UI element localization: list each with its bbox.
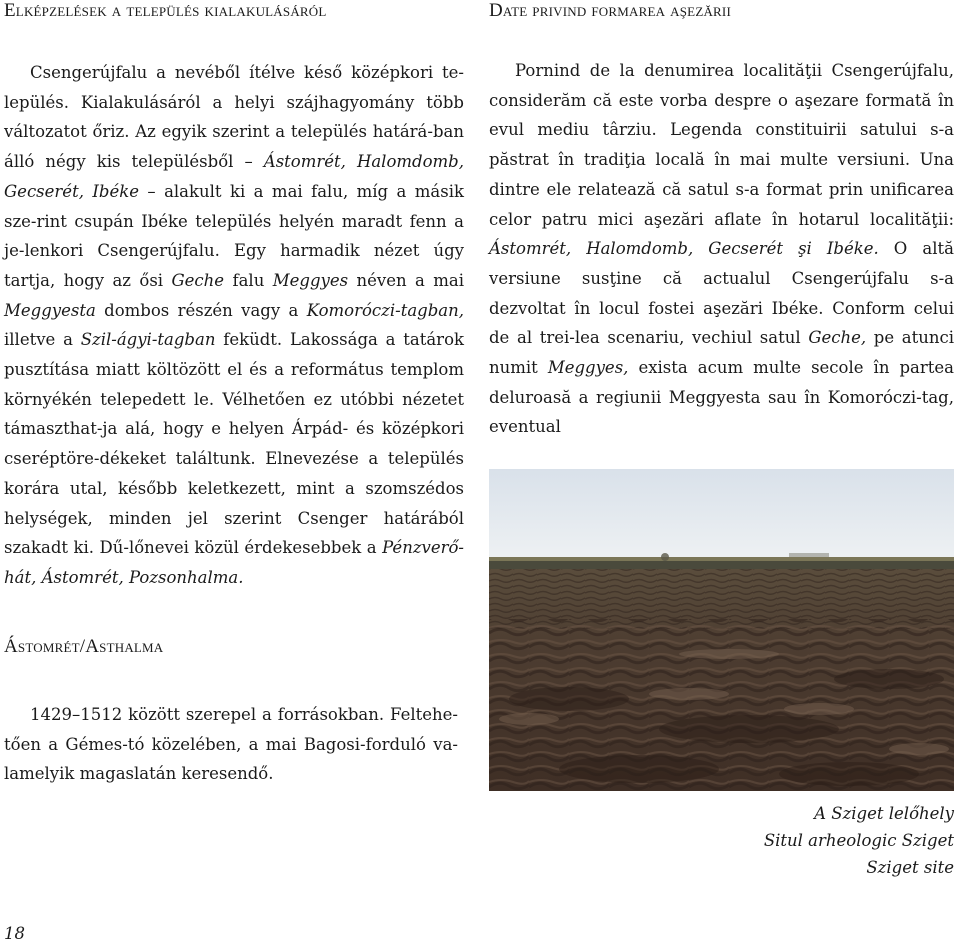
hu-szilagyi: Szil-ágyi-tagban: [80, 330, 216, 350]
hu-meggyes: Meggyes: [272, 270, 349, 290]
astomret-heading: Ástomrét/Asthalma: [4, 636, 164, 657]
caption-romanian: Situl arheologic Sziget: [763, 831, 954, 850]
hu-dulo-names: Pénzverő-hát, Ástomrét, Pozsonhalma.: [4, 538, 464, 587]
hu-text-2: – alakult ki a mai falu, míg a másik sze-rint csupán Ibéke település helyén maradt fenn a je-lenkori Csengerújfalu. Egy harmadik nézet úgy tartja, hogy az ősi: [4, 181, 464, 290]
ro-place-names: Ástomrét, Halomdomb, Gecserét şi Ibéke.: [489, 239, 879, 259]
hu-text-1: Csengerújfalu a nevéből ítélve késő középkori te-lepülés. Kialakulásáról a helyi szájhagyomány több változatot őriz. Az egyik szerint a település határá-ban álló négy kis településből –: [4, 63, 464, 172]
plowed-field-image: [489, 469, 954, 791]
ro-geche: Geche,: [808, 328, 867, 348]
caption-english: Sziget site: [866, 858, 954, 877]
page-number: 18: [4, 924, 25, 943]
hu-meggyesta: Meggyesta: [4, 300, 96, 320]
hu-text-5: dombos részén vagy a: [95, 300, 307, 320]
astomret-text: 1429–1512 között szerepel a forrásokban. Feltehe-tően a Gémes-tó közelében, a mai Bagosi-forduló va-lamelyik magaslatán keresendő.: [4, 705, 458, 784]
ro-meggyes: Meggyes,: [547, 358, 629, 378]
hu-place-names: Ástomrét, Halomdomb, Gecserét, Ibéke: [4, 152, 464, 201]
hu-komoroczi: Komoróczi-tagban,: [306, 300, 464, 320]
hu-geche: Geche: [171, 270, 225, 290]
left-column-heading: Elképzelések a település kialakulásáról: [4, 0, 327, 21]
ro-text-3: pe atunci numit: [489, 328, 955, 378]
caption-hungarian: A Sziget lelőhely: [814, 804, 954, 823]
right-column-heading: Date privind formarea aşezării: [489, 0, 731, 21]
ro-text-2: O altă versiune susţine că actualul Csengerújfalu s-a dezvoltat în locul fostei aşezări Ibéke. Conform celui de al trei-lea scenariu, vechiul satul: [489, 239, 954, 348]
hu-text-3: falu: [224, 270, 273, 290]
hu-text-7: feküdt. Lakossága a tatárok pusztítása miatt költözött el és a református templom környékén telepedett le. Vélhetően ez utóbbi nézetet támaszthat-ja alá, hogy e helyen Árpád- és középkori cseréptöre-dékeket találtunk. Elnevezése a település korára utal, később keletkezett, mint a szomszédos helységek, minden jel szerint Csenger határából szakadt ki. Dű-lőnevei közül érdekesebbek a: [4, 330, 464, 558]
astomret-paragraph: [4, 700, 458, 789]
photo-caption: [764, 800, 954, 881]
hu-text-6: illetve a: [4, 330, 81, 350]
hungarian-paragraph: [4, 58, 464, 593]
romanian-paragraph: [489, 56, 954, 442]
field-photo: [489, 469, 954, 791]
ro-text-1: Pornind de la denumirea localităţii Csengerújfalu, considerăm că este vorba despre o aşezare formată în evul mediu târziu. Legenda constituirii satului s-a păstrat în tradiţia locală în mai multe versiuni. Una dintre ele relatează că satul s-a format prin unificarea celor patru mici aşezări aflate în hotarul localităţii:: [489, 61, 954, 229]
hu-text-4: néven a mai: [348, 270, 465, 290]
ro-text-4: exista acum multe secole în partea deluroasă a regiunii Meggyesta sau în Komoróczi-tag, eventual: [489, 358, 954, 437]
